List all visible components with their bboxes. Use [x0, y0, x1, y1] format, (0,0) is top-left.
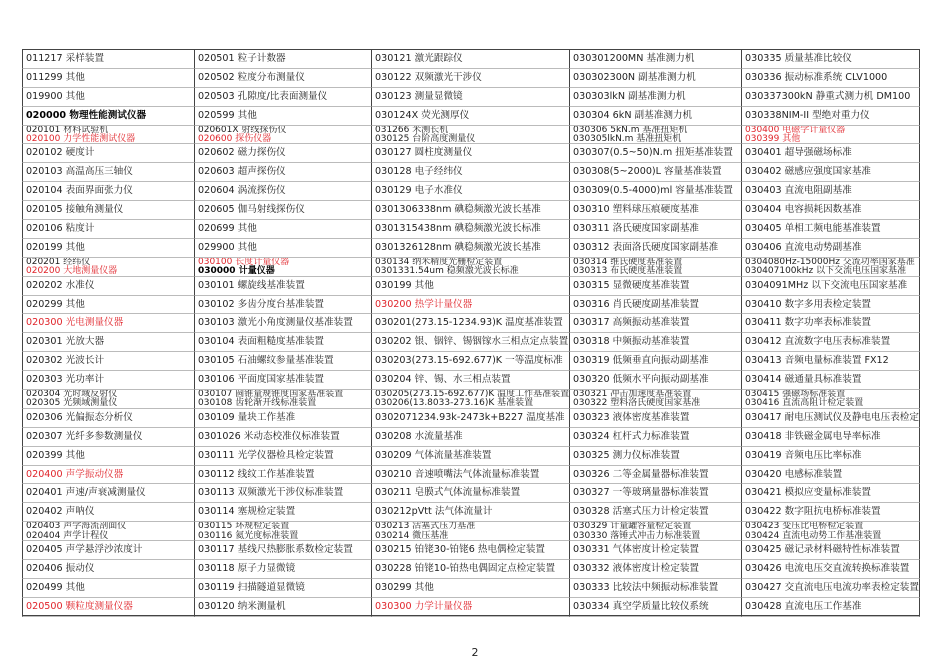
table-cell-extra: 030000 计量仪器	[198, 266, 275, 277]
table-cell: 030426 电流电压交直流转换标准装置	[742, 560, 920, 579]
table-cell: 030419 音频电压比率标准	[742, 447, 920, 466]
table-cell: 030203(273.15-692.677)K 一等温度标准	[372, 352, 570, 371]
table-cell: 030420 电感标准装置	[742, 466, 920, 485]
table-cell: 030303lkN 副基准测力机	[570, 88, 742, 107]
table-cell: 0304091MHz 以下交流电压国家基准	[742, 277, 920, 296]
table-cell: 030215 铂铑30-铂铑6 热电偶检定装置	[372, 541, 570, 560]
table-cell: 030425 磁记录材料磁特性标准装置	[742, 541, 920, 560]
table-cell-extra: 030313 布氏硬度基准装置	[573, 266, 683, 277]
table-cell: 030118 原子力显微镜	[195, 560, 372, 579]
table-cell: 020104 表面界面张力仪	[22, 182, 195, 201]
page-number: 2	[471, 646, 479, 659]
table-cell: 030111 光学仪器检具检定装置	[195, 447, 372, 466]
table-cell: 020599 其他	[195, 107, 372, 126]
table-cell: 030124X 荧光测厚仪	[372, 107, 570, 126]
table-cell: 030211 皂膜式气体流量标准装置	[372, 484, 570, 503]
table-cell: 030401 超导强磁场标准	[742, 144, 920, 163]
table-cell: 030128 电子经纬仪	[372, 163, 570, 182]
table-cell: 030331 气体密度计检定装置	[570, 541, 742, 560]
table-cell: 019900 其他	[22, 88, 195, 107]
table-cell: 030210 音速喷嘴法气体流量标准装置	[372, 466, 570, 485]
table-cell: 030302300N 副基准测力机	[570, 69, 742, 88]
table-cell: 020299 其他	[22, 296, 195, 315]
table-cell: 030129 电子水准仪	[372, 182, 570, 201]
table-cell: 020406 振动仪	[22, 560, 195, 579]
table-cell: 030413 音频电量标准装置 FX12	[742, 352, 920, 371]
table-cell: 020601X 射线探伤仪 020600 探伤仪器	[195, 126, 372, 145]
table-cell: 030422 数字阻抗电桥标准装置	[742, 503, 920, 522]
table-cell: 030336 振动标准系统 CLV1000	[742, 69, 920, 88]
table-cell: 020303 光功率计	[22, 371, 195, 390]
table-cell: 030201(273.15-1234.93)K 温度基准装置	[372, 314, 570, 333]
table-cell: 030321 冲击加速度基准装置 030322 塑料洛氏硬度国家基准	[570, 390, 742, 409]
table-cell: 030205(273.15-692.677)K 温度工作基准装置 030206(13.8033-273.16)K 基准装置	[372, 390, 570, 409]
table-cell-extra: 030214 微压基准	[375, 530, 449, 541]
table-cell: 030300 力学计量仪器	[372, 598, 570, 617]
table-cell: 030324 杠杆式力标准装置	[570, 428, 742, 447]
table-cell: 030120 纳米测量机	[195, 598, 372, 617]
table-cell: 030306 5kN.m 基准扭矩机 030305lkN.m 基准扭矩机	[570, 126, 742, 145]
table-cell: 030320 低频水平向振动副基准	[570, 371, 742, 390]
table-cell: 030104 表面粗糙度基准装置	[195, 333, 372, 352]
catalog-table	[22, 49, 920, 616]
table-cell: 030209 气体流量基准装置	[372, 447, 570, 466]
table-cell-extra: 030108 齿轮渐开线标准装置	[198, 398, 317, 409]
table-cell: 030127 圆柱度测量仪	[372, 144, 570, 163]
table-cell: 020102 硬度计	[22, 144, 195, 163]
table-cell: 030403 直流电阻副基准	[742, 182, 920, 201]
table-cell: 011299 其他	[22, 69, 195, 88]
table-cell: 0304080Hz-15000Hz 交流功率国家基准 030407100kHz 以下交流电压国家基准	[742, 258, 920, 277]
table-cell: 0302071234.93k-2473k+B227 温度基准	[372, 409, 570, 428]
table-cell: 0301306338nm 碘稳频激光波长基准	[372, 201, 570, 220]
table-cell: 030312 表面洛氏硬度国家副基准	[570, 239, 742, 258]
table-cell: 030317 高频振动基准装置	[570, 314, 742, 333]
table-cell: 020699 其他	[195, 220, 372, 239]
table-cell: 030301200MN 基准测力机	[570, 50, 742, 69]
table-cell-extra: 020600 探伤仪器	[198, 133, 272, 144]
table-cell: 030122 双频激光干涉仪	[372, 69, 570, 88]
table-cell: 030213 活塞式压力基准 030214 微压基准	[372, 522, 570, 541]
table-cell: 011217 采样装置	[22, 50, 195, 69]
table-cell: 0301026 米动态校准仪标准装置	[195, 428, 372, 447]
table-cell: 030318 中频振动基准装置	[570, 333, 742, 352]
table-cell: 030323 液体密度基准装置	[570, 409, 742, 428]
table-cell: 030415 强磁场标准装置 030416 直流高阻计检定装置	[742, 390, 920, 409]
table-cell: 030228 铂铑10-铂热电偶固定点检定装置	[372, 560, 570, 579]
table-cell-extra: 030116 氦光度标准装置	[198, 530, 299, 541]
table-cell: 030308(5~2000)L 容量基准装置	[570, 163, 742, 182]
table-cell-extra: 030407100kHz 以下交流电压国家基准	[745, 266, 907, 277]
table-cell: 030326 二等金属量器标准装置	[570, 466, 742, 485]
table-cell: 020604 涡流探伤仪	[195, 182, 372, 201]
table-cell: 030309(0.5-4000)ml 容量基准装置	[570, 182, 742, 201]
table-cell: 030106 平面度国家基准装置	[195, 371, 372, 390]
table-cell: 020306 光偏振态分析仪	[22, 409, 195, 428]
table-cell: 020103 高温高压三轴仪	[22, 163, 195, 182]
table-cell: 030105 石油螺纹参量基准装置	[195, 352, 372, 371]
table-cell: 030114 塞规检定装置	[195, 503, 372, 522]
table-cell: 030337300kN 静重式测力机 DM100	[742, 88, 920, 107]
table-cell: 030200 热学计量仪器	[372, 296, 570, 315]
table-cell: 030123 测量显微镜	[372, 88, 570, 107]
table-cell: 030316 肖氏硬度副基准装置	[570, 296, 742, 315]
table-cell: 030102 多齿分度台基准装置	[195, 296, 372, 315]
table-cell: 020000 物理性能测试仪器	[22, 107, 195, 126]
table-cell: 030299 其他	[372, 579, 570, 598]
table-cell: 020501 粒子计数器	[195, 50, 372, 69]
table-cell: 020202 水准仪	[22, 277, 195, 296]
table-cell: 020503 孔隙度/比表面测量仪	[195, 88, 372, 107]
table-cell: 030134 纳米精度光栅检定装置 0301331.54um 稳频激光波长标准	[372, 258, 570, 277]
table-cell: 030113 双频激光干涉仪标准装置	[195, 484, 372, 503]
table-cell: 030402 磁感应强度国家基准	[742, 163, 920, 182]
table-cell: 020399 其他	[22, 447, 195, 466]
table-cell: 030319 低频垂直向振动副基准	[570, 352, 742, 371]
table-cell: 020307 光纤多参数测量仪	[22, 428, 195, 447]
table-cell-extra: 030206(13.8033-273.16)K 基准装置	[375, 398, 534, 409]
table-cell: 020304 光时域反射仪 020305 光频域测量仪	[22, 390, 195, 409]
table-cell-extra: 030399 其他	[745, 133, 801, 144]
table-cell-extra: 020100 力学性能测试仪器	[26, 133, 136, 144]
table-cell: 030310 塑料球压痕硬度基准	[570, 201, 742, 220]
table-cell-extra: 0301331.54um 稳频激光波长标准	[375, 266, 519, 277]
table-cell: 030212pVtt 法气体流量计	[372, 503, 570, 522]
table-cell: 030338NIM-II 型绝对重力仪	[742, 107, 920, 126]
table-cell: 020401 声速/声衰减测量仪	[22, 484, 195, 503]
table-cell: 030119 扫描隧道显微镜	[195, 579, 372, 598]
table-cell: 030315 显微硬度基准装置	[570, 277, 742, 296]
catalog-grid	[22, 49, 920, 616]
table-cell: 030202 银、铟锌、锡铟镓水三相点定点装置	[372, 333, 570, 352]
table-cell: 030411 数字功率表标准装置	[742, 314, 920, 333]
table-cell: 020500 颗粒度测量仪器	[22, 598, 195, 617]
table-cell: 020400 声学振动仪器	[22, 466, 195, 485]
table-cell: 0301326128nm 碘稳频激光波长基准	[372, 239, 570, 258]
table-cell: 020402 声呐仪	[22, 503, 195, 522]
table-cell: 030103 激光小角度测量仪基准装置	[195, 314, 372, 333]
table-cell: 020105 接触角测量仪	[22, 201, 195, 220]
table-cell: 030121 激光跟踪仪	[372, 50, 570, 69]
table-cell: 030109 量块工作基准	[195, 409, 372, 428]
table-cell: 030107 圆锥量规锥度国家基准装置 030108 齿轮渐开线标准装置	[195, 390, 372, 409]
table-cell: 020403 声学海流剖面仪 020404 声学计程仪	[22, 522, 195, 541]
table-cell: 030404 电容损耗因数基准	[742, 201, 920, 220]
table-cell: 030327 一等玻璃量器标准装置	[570, 484, 742, 503]
table-cell: 020502 粒度分布测量仪	[195, 69, 372, 88]
table-cell: 031266 米测长机 030125 台阶高度测量仪	[372, 126, 570, 145]
table-cell: 030332 液体密度计检定装置	[570, 560, 742, 579]
table-cell: 030414 磁通量具标准装置	[742, 371, 920, 390]
table-cell: 020101 材料试验机 020100 力学性能测试仪器	[22, 126, 195, 145]
table-cell-extra: 020200 大地测量仪器	[26, 266, 118, 277]
table-cell: 030325 测力仪标准装置	[570, 447, 742, 466]
table-cell: 020302 光波长计	[22, 352, 195, 371]
table-cell: 020301 光放大器	[22, 333, 195, 352]
table-cell: 020405 声学悬浮沙浓度计	[22, 541, 195, 560]
table-cell: 030328 活塞式压力计检定装置	[570, 503, 742, 522]
table-cell-extra: 030322 塑料洛氏硬度国家基准	[573, 398, 701, 409]
table-cell: 030335 质量基准比较仪	[742, 50, 920, 69]
table-cell: 030204 锌、锡、水三相点装置	[372, 371, 570, 390]
table-cell: 030333 比较法中频振动标准装置	[570, 579, 742, 598]
table-cell: 030405 单相工频电能基准装置	[742, 220, 920, 239]
table-cell: 030418 非铁磁金属电导率标准	[742, 428, 920, 447]
table-cell: 030329 计量罐容量检定装置 030330 落锤式冲击力标准装置	[570, 522, 742, 541]
table-cell: 030334 真空学质量比较仪系统	[570, 598, 742, 617]
table-cell-extra: 030424 直流电动势工作基准装置	[745, 530, 882, 541]
table-cell: 030100 长度计量仪器 030000 计量仪器	[195, 258, 372, 277]
table-cell: 030428 直流电压工作基准	[742, 598, 920, 617]
table-cell: 030410 数字多用表检定装置	[742, 296, 920, 315]
table-cell-extra: 030330 落锤式冲击力标准装置	[573, 530, 701, 541]
table-cell: 030307(0.5~50)N.m 扭矩基准装置	[570, 144, 742, 163]
table-cell-extra: 030125 台阶高度测量仪	[375, 133, 476, 144]
table-cell: 030314 维氏硬度基准装置 030313 布氏硬度基准装置	[570, 258, 742, 277]
table-cell: 030427 交直流电压电流功率表检定装置	[742, 579, 920, 598]
table-cell: 030421 模拟应变量标准装置	[742, 484, 920, 503]
table-cell: 030304 6kN 副基准测力机	[570, 107, 742, 126]
table-cell: 029900 其他	[195, 239, 372, 258]
table-cell: 020602 磁力探伤仪	[195, 144, 372, 163]
table-cell: 020499 其他	[22, 579, 195, 598]
table-cell-extra: 020305 光频域测量仪	[26, 398, 118, 409]
table-cell: 020300 光电测量仪器	[22, 314, 195, 333]
table-cell: 030311 洛氏硬度国家副基准	[570, 220, 742, 239]
table-cell-extra: 030305lkN.m 基准扭矩机	[573, 133, 682, 144]
table-cell: 030406 直流电动势副基准	[742, 239, 920, 258]
table-cell: 0301315438nm 碘稳频激光波长标准	[372, 220, 570, 239]
table-cell: 020603 超声探伤仪	[195, 163, 372, 182]
table-cell-extra: 030416 直流高阻计检定装置	[745, 398, 864, 409]
table-cell: 030112 线纹工作基准装置	[195, 466, 372, 485]
table-cell: 030417 耐电压测试仪及静电电压表检定	[742, 409, 920, 428]
table-cell: 030117 基线尺热膨胀系数检定装置	[195, 541, 372, 560]
table-cell: 030208 水流量基准	[372, 428, 570, 447]
table-cell: 030400 电磁学计量仪器 030399 其他	[742, 126, 920, 145]
table-cell: 030423 变压比电桥检定装置 030424 直流电动势工作基准装置	[742, 522, 920, 541]
table-cell-extra: 020404 声学计程仪	[26, 530, 109, 541]
table-cell: 020201 经纬仪 020200 大地测量仪器	[22, 258, 195, 277]
table-cell: 020199 其他	[22, 239, 195, 258]
table-cell: 020605 伽马射线探伤仪	[195, 201, 372, 220]
table-cell: 020106 粘度计	[22, 220, 195, 239]
table-cell: 030115 环规检定装置 030116 氦光度标准装置	[195, 522, 372, 541]
table-cell: 030199 其他	[372, 277, 570, 296]
table-cell: 030101 螺旋线基准装置	[195, 277, 372, 296]
table-cell: 030412 直流数字电压表标准装置	[742, 333, 920, 352]
